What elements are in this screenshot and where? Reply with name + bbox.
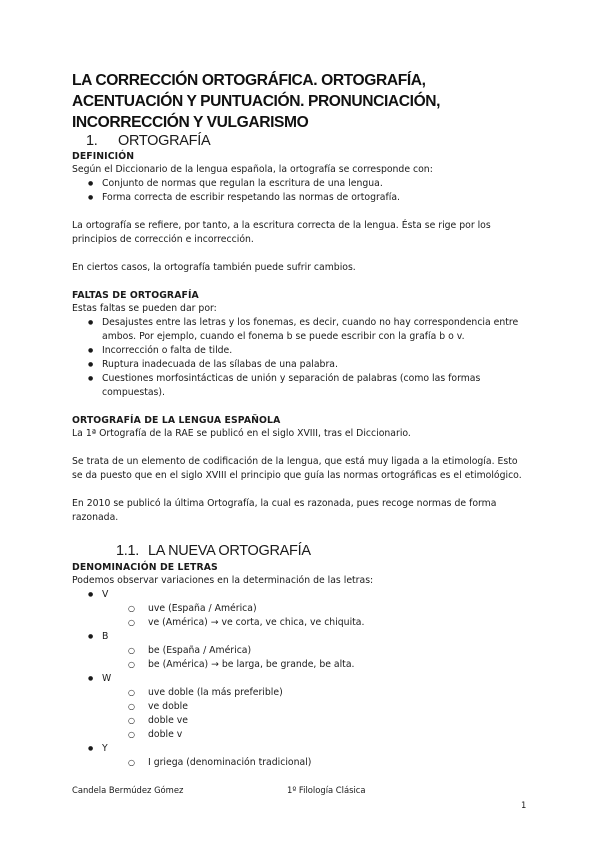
- paragraph: Se trata de un elemento de codificación de la lengua, que está muy ligada a la etimología. Esto se da puesto que en el siglo XVIII el principio que guía las normas ortográficas es el etimológico.: [72, 456, 522, 481]
- sub-list-item: ○ ve doble: [72, 700, 528, 714]
- list-item: ● Desajustes entre las letras y los fonemas, es decir, cuando no hay correspondencia entre ambos. Por ejemplo, cuando el fonema b se puede escribir con la grafía b o v.: [72, 316, 528, 344]
- document-page: [72, 70, 528, 770]
- letter-label: B: [102, 631, 109, 642]
- footer-author: Candela Bermúdez Gómez: [72, 785, 184, 795]
- letter-list: [72, 588, 528, 602]
- section-number: 1.1.: [116, 543, 139, 559]
- paragraph: La 1ª Ortografía de la RAE se publicó en el siglo XVIII, tras el Diccionario.: [72, 428, 411, 439]
- letter-item-y: [72, 742, 528, 756]
- paragraph: Según el Diccionario de la lengua española, la ortografía se corresponde con:: [72, 164, 433, 175]
- paragraph: En ciertos casos, la ortografía también puede sufrir cambios.: [72, 262, 356, 273]
- page-number: 1: [521, 800, 527, 810]
- section-number: 1.: [86, 133, 98, 149]
- letter-label: V: [102, 589, 109, 600]
- sub-list-item: ○ ve (América) → ve corta, ve chica, ve chiquita.: [72, 616, 528, 630]
- paragraph: Podemos observar variaciones en la determinación de las letras:: [72, 575, 374, 586]
- letter-list: [72, 742, 528, 756]
- sub-list-item: ○ uve (España / América): [72, 602, 528, 616]
- section-heading-nueva-ortografia: [72, 541, 528, 561]
- sub-list-item: ○ I griega (denominación tradicional): [72, 756, 528, 770]
- letter-item-w: [72, 672, 528, 686]
- list-item: ● Incorrección o falta de tilde.: [72, 344, 528, 358]
- list-item: ● Conjunto de normas que regulan la escritura de una lengua.: [72, 177, 528, 191]
- letter-label: W: [102, 673, 112, 684]
- sub-list-item: ○ doble v: [72, 728, 528, 742]
- section-title: LA NUEVA ORTOGRAFÍA: [148, 543, 311, 559]
- sub-list: [72, 686, 528, 742]
- list-item: ● Cuestiones morfosintácticas de unión y separación de palabras (como las formas compuestas).: [72, 372, 528, 400]
- footer-course: 1º Filología Clásica: [287, 785, 366, 795]
- bullet-list: [72, 177, 528, 205]
- list-item: ● Ruptura inadecuada de las sílabas de una palabra.: [72, 358, 528, 372]
- page-title: LA CORRECCIÓN ORTOGRÁFICA. ORTOGRAFÍA, ACENTUACIÓN Y PUNTUACIÓN. PRONUNCIACIÓN, INCORRECCIÓN Y VULGARISMO: [72, 72, 441, 131]
- sub-list-item: ○ doble ve: [72, 714, 528, 728]
- bullet-list: [72, 316, 528, 400]
- subheading-denominacion: DENOMINACIÓN DE LETRAS: [72, 562, 218, 573]
- letter-label: Y: [102, 743, 108, 754]
- paragraph: Estas faltas se pueden dar por:: [72, 303, 217, 314]
- sub-list: [72, 602, 528, 630]
- paragraph: La ortografía se refiere, por tanto, a la escritura correcta de la lengua. Ésta se rige por los principios de corrección e incorrección.: [72, 220, 491, 245]
- subheading-definicion: DEFINICIÓN: [72, 151, 135, 162]
- letter-list: [72, 630, 528, 644]
- sub-list: [72, 756, 528, 770]
- subheading-ortografia-lengua: ORTOGRAFÍA DE LA LENGUA ESPAÑOLA: [72, 415, 281, 426]
- section-heading-ortografia: [72, 133, 528, 150]
- sub-list-item: ○ be (España / América): [72, 644, 528, 658]
- paragraph: En 2010 se publicó la última Ortografía, la cual es razonada, pues recoge normas de forma razonada.: [72, 498, 497, 523]
- list-item: ● Forma correcta de escribir respetando las normas de ortografía.: [72, 191, 528, 205]
- sub-list: [72, 644, 528, 672]
- letter-item-b: [72, 630, 528, 644]
- sub-list-item: ○ uve doble (la más preferible): [72, 686, 528, 700]
- subheading-faltas: FALTAS DE ORTOGRAFÍA: [72, 290, 199, 301]
- letter-list: [72, 672, 528, 686]
- sub-list-item: ○ be (América) → be larga, be grande, be alta.: [72, 658, 528, 672]
- section-title: ORTOGRAFÍA: [118, 133, 211, 149]
- letter-item-v: [72, 588, 528, 602]
